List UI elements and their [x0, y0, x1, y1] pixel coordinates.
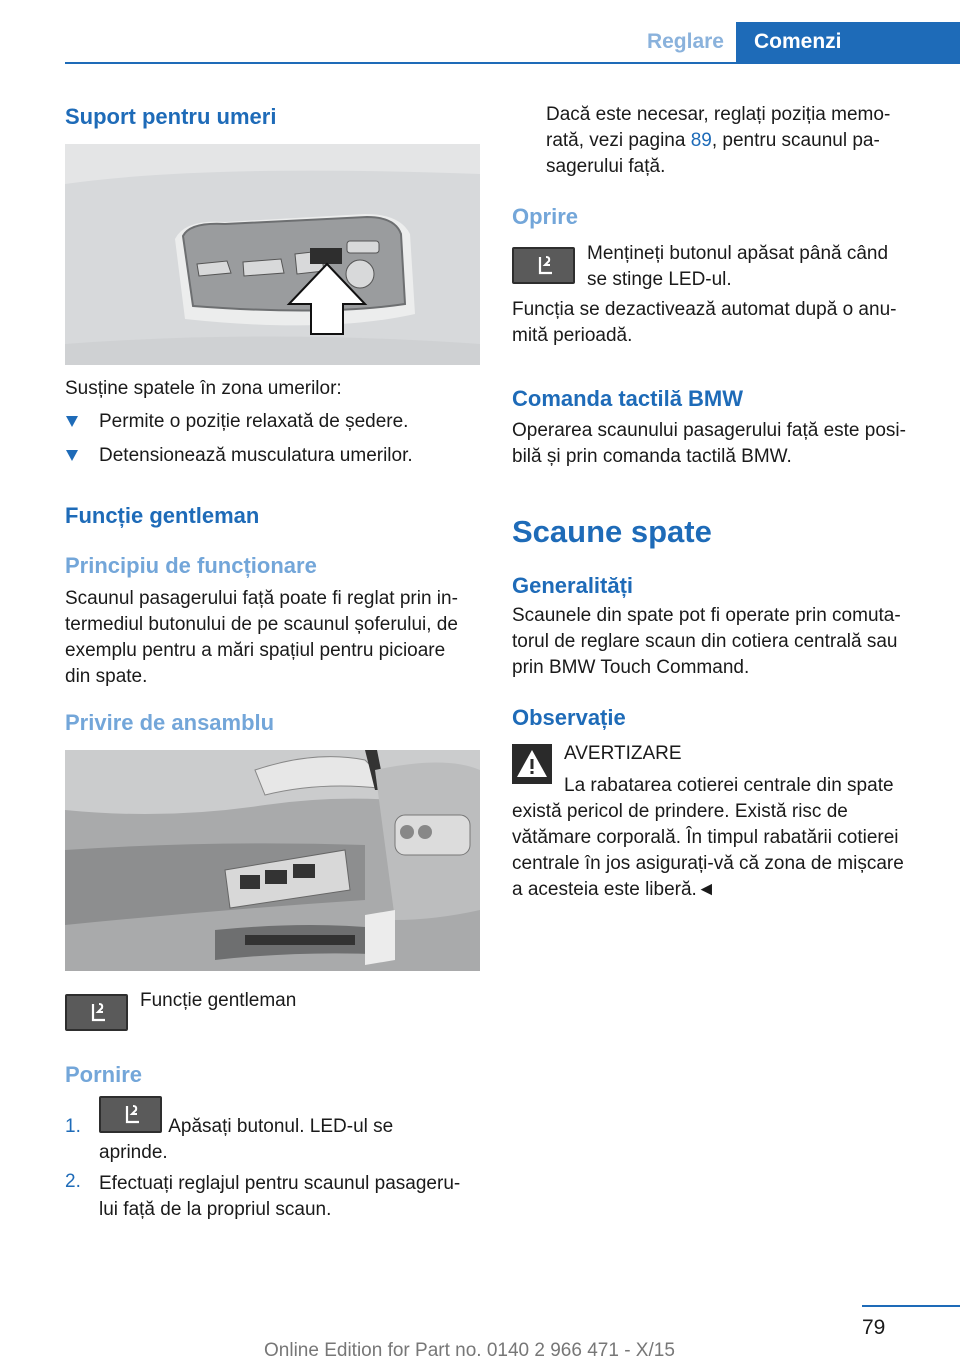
- step-2-number: 2.: [65, 1171, 81, 1192]
- principle-line-1: Scaunul pasagerului față poate fi reglat prin in-: [65, 588, 458, 609]
- general-line-3: prin BMW Touch Command.: [512, 657, 750, 678]
- general-paragraph: [512, 603, 901, 681]
- seat-icon-glyph: [101, 1098, 160, 1131]
- stop-heading: Oprire: [512, 204, 579, 229]
- memory-line-2: [546, 128, 880, 154]
- warning-label: AVERTIZARE: [564, 743, 682, 764]
- door-panel-photo: [65, 750, 480, 971]
- warning-line-3: vătămare corporală. În timpul rabatării cotierei: [512, 827, 899, 848]
- warning-line-5: a acesteia este liberă.◄: [512, 879, 716, 900]
- warning-triangle-icon: [512, 744, 552, 784]
- triangle-bullet-icon: [66, 450, 78, 461]
- page-number: 79: [862, 1316, 886, 1339]
- seat-gentleman-icon: [99, 1096, 162, 1133]
- seat-gentleman-icon: [512, 247, 575, 284]
- step-2-text-cont: lui față de la propriul scaun.: [99, 1199, 332, 1220]
- rear-seats-heading: Scaune spate: [512, 514, 712, 549]
- seat-icon-glyph: [67, 996, 126, 1029]
- general-line-1: Scaunele din spate pot fi operate prin comuta-: [512, 605, 901, 626]
- shoulder-bullet-1: Permite o poziție relaxată de ședere.: [99, 411, 409, 432]
- footer-edition: Online Edition for Part no. 0140 2 966 471 - X/15: [264, 1340, 675, 1361]
- principle-line-3: exemplu pentru a mări spațiul pentru picioare: [65, 640, 446, 661]
- stop-line-1: Mențineți butonul apăsat până când: [587, 243, 889, 264]
- header-tab-reglare[interactable]: Reglare: [646, 30, 724, 53]
- memory-text-b: , pentru scaunul pa-: [711, 130, 880, 151]
- stop-line-2: se stinge LED-ul.: [587, 269, 732, 290]
- footer-rule: [862, 1305, 960, 1307]
- warning-line-1: La rabatarea cotierei centrale din spate: [564, 775, 894, 796]
- seat-controls-illustration: [65, 144, 480, 365]
- triangle-bullet-icon: [66, 416, 78, 427]
- general-line-2: torul de reglare scaun din cotiera centrală sau: [512, 631, 898, 652]
- general-heading: Generalități: [512, 573, 634, 598]
- start-heading: Pornire: [65, 1062, 143, 1087]
- principle-paragraph: [65, 586, 458, 690]
- step-2-text: Efectuați reglajul pentru scaunul pasageru-: [99, 1173, 461, 1194]
- seat-gentleman-icon: [65, 994, 128, 1031]
- seat-icon-glyph: [514, 249, 573, 282]
- touch-line-2: bilă și prin comanda tactilă BMW.: [512, 446, 792, 467]
- auto-off-line-2: mită perioadă.: [512, 325, 633, 346]
- warning-glyph: [512, 744, 552, 784]
- step-1-text: Apăsați butonul. LED-ul se: [164, 1116, 394, 1137]
- memory-text-a: rată, vezi pagina: [546, 130, 691, 151]
- principle-line-2: termediul butonului de pe scaunul șoferului, de: [65, 614, 458, 635]
- note-heading: Observație: [512, 705, 626, 730]
- door-panel-illustration: [65, 750, 480, 971]
- principle-heading: Principiu de funcționare: [65, 553, 317, 578]
- warning-line-4: centrale în jos asigurați-vă că zona de mișcare: [512, 853, 904, 874]
- touch-command-heading: Comanda tactilă BMW: [512, 386, 744, 411]
- step-1-number: 1.: [65, 1116, 81, 1137]
- shoulder-bullet-2: Detensionează musculatura umerilor.: [99, 445, 413, 466]
- overview-heading: Privire de ansamblu: [65, 710, 275, 735]
- warning-paragraph: [512, 799, 904, 903]
- page-89-link[interactable]: 89: [690, 130, 712, 151]
- principle-line-4: din spate.: [65, 666, 148, 687]
- header-tab-comenzi[interactable]: Comenzi: [736, 22, 960, 62]
- auto-off-line-1: Funcția se dezactivează automat după o anu-: [512, 299, 897, 320]
- memory-line-3: sagerului față.: [546, 156, 666, 177]
- header-rule: [65, 62, 960, 64]
- gentleman-heading: Funcție gentleman: [65, 503, 260, 528]
- overview-caption: Funcție gentleman: [140, 990, 297, 1011]
- warning-line-2: există pericol de prindere. Există risc de: [512, 801, 848, 822]
- shoulder-support-photo: [65, 144, 480, 365]
- memory-line-1: Dacă este necesar, reglați poziția memo-: [546, 104, 891, 125]
- touch-line-1: Operarea scaunului pasagerului față este posi-: [512, 420, 906, 441]
- shoulder-support-heading: Suport pentru umeri: [65, 104, 277, 129]
- step-1-text-cont: aprinde.: [99, 1142, 168, 1163]
- shoulder-support-intro: Susține spatele în zona umerilor:: [65, 378, 342, 399]
